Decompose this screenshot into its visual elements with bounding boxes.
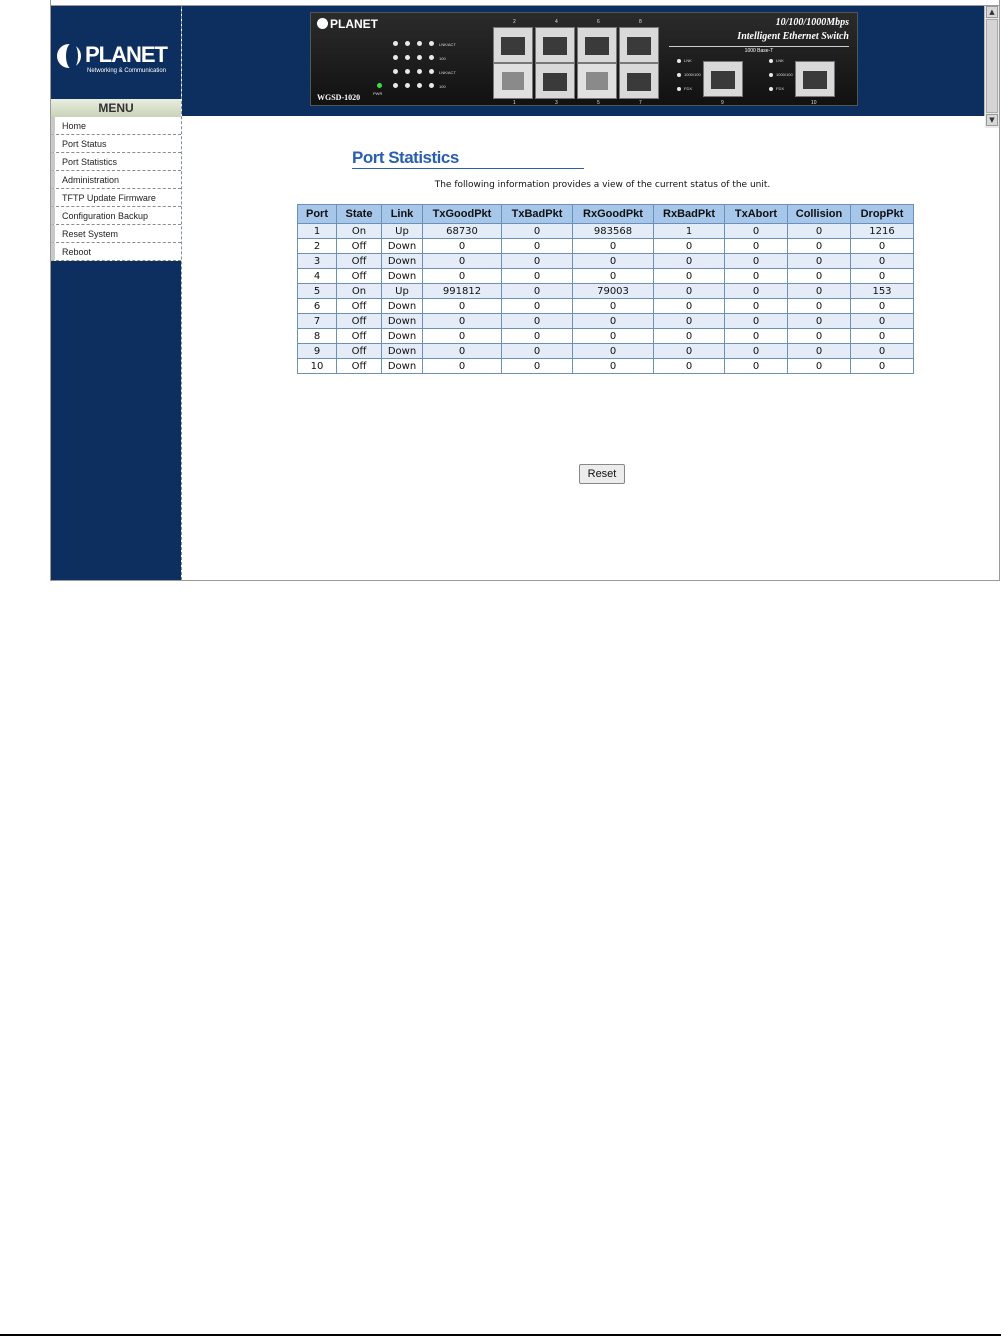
table-cell: 0: [502, 239, 573, 254]
table-cell: 6: [298, 299, 337, 314]
uplink-led: [677, 87, 681, 91]
port-number: 1: [513, 100, 516, 106]
menu-item-tftp-update-firmware[interactable]: TFTP Update Firmware: [51, 189, 181, 207]
planet-logo-icon: [57, 44, 81, 68]
table-cell: 79003: [573, 284, 654, 299]
table-cell: On: [337, 284, 382, 299]
table-cell: 68730: [423, 224, 502, 239]
power-led: [377, 83, 382, 88]
table-cell: 0: [573, 359, 654, 374]
table-row: [298, 314, 914, 329]
uplink-led: [769, 73, 773, 77]
uplink-led-label: FDX: [776, 86, 784, 91]
port-number: 7: [639, 100, 642, 106]
uplink-led: [677, 73, 681, 77]
port-number: 4: [555, 19, 558, 25]
table-cell: 0: [654, 269, 725, 284]
table-cell: Up: [382, 224, 423, 239]
uplink-led-label: LNK: [776, 58, 784, 63]
table-cell: 0: [654, 239, 725, 254]
table-cell: 0: [654, 254, 725, 269]
reset-button[interactable]: Reset: [579, 464, 625, 484]
port-statistics-table: [297, 204, 914, 374]
table-cell: 0: [725, 329, 788, 344]
table-cell: 0: [851, 239, 914, 254]
table-cell: 0: [788, 254, 851, 269]
rj45-port-icon: [577, 27, 617, 63]
led-indicator: [429, 41, 434, 46]
column-header: TxGoodPkt: [423, 205, 502, 224]
menu-item-administration[interactable]: Administration: [51, 171, 181, 189]
table-cell: 0: [851, 314, 914, 329]
port-number: 8: [639, 19, 642, 25]
led-indicator: [405, 41, 410, 46]
table-cell: 0: [851, 299, 914, 314]
led-indicator: [393, 55, 398, 60]
column-header: State: [337, 205, 382, 224]
pwr-label: PWR: [373, 91, 383, 96]
led-indicator: [405, 69, 410, 74]
table-cell: Down: [382, 344, 423, 359]
table-cell: 0: [573, 299, 654, 314]
table-cell: 0: [423, 254, 502, 269]
table-cell: 7: [298, 314, 337, 329]
menu-item-reset-system[interactable]: Reset System: [51, 225, 181, 243]
panel-brand-icon: [317, 18, 328, 29]
table-cell: Down: [382, 329, 423, 344]
table-cell: 0: [851, 269, 914, 284]
panel-brand-text: PLANET: [330, 17, 378, 31]
table-row: [298, 284, 914, 299]
column-header: RxBadPkt: [654, 205, 725, 224]
table-row: [298, 299, 914, 314]
table-cell: 0: [573, 239, 654, 254]
table-cell: 0: [423, 239, 502, 254]
table-cell: 0: [788, 359, 851, 374]
table-cell: 0: [788, 239, 851, 254]
rj45-port-icon: [619, 27, 659, 63]
table-cell: 0: [788, 344, 851, 359]
table-cell: Off: [337, 314, 382, 329]
table-row: [298, 359, 914, 374]
led-indicator: [405, 83, 410, 88]
column-header: RxGoodPkt: [573, 205, 654, 224]
table-cell: 0: [725, 239, 788, 254]
scroll-down-icon[interactable]: ▼: [986, 114, 998, 126]
table-row: [298, 344, 914, 359]
table-row: [298, 254, 914, 269]
sfp-port-icon: [577, 63, 617, 99]
scroll-up-icon[interactable]: ▲: [986, 6, 998, 18]
sfp-port-icon: [493, 63, 533, 99]
table-cell: Down: [382, 254, 423, 269]
header-banner: [182, 6, 985, 116]
table-cell: 0: [788, 299, 851, 314]
led-grid: [373, 41, 433, 101]
table-cell: 0: [725, 299, 788, 314]
table-cell: 0: [654, 344, 725, 359]
led-indicator: [405, 55, 410, 60]
table-cell: 2: [298, 239, 337, 254]
led-indicator: [417, 41, 422, 46]
rj45-port-icon: [535, 27, 575, 63]
table-cell: 0: [502, 254, 573, 269]
table-cell: 0: [788, 269, 851, 284]
panel-speed: 10/100/1000Mbps: [775, 17, 849, 28]
table-row: [298, 239, 914, 254]
table-cell: 0: [851, 329, 914, 344]
column-header: DropPkt: [851, 205, 914, 224]
table-cell: 0: [502, 359, 573, 374]
logo-word: PLANET: [85, 42, 167, 67]
table-cell: 0: [502, 299, 573, 314]
port-number: 6: [597, 19, 600, 25]
panel-base-label: 1000 Base-T: [669, 46, 849, 54]
main-content: [182, 116, 985, 580]
table-row: [298, 269, 914, 284]
table-cell: 0: [725, 224, 788, 239]
port-number: 3: [555, 100, 558, 106]
table-cell: 0: [725, 269, 788, 284]
uplink-led: [769, 59, 773, 63]
table-cell: 3: [298, 254, 337, 269]
uplink-led-label: LNK: [684, 58, 692, 63]
table-cell: 0: [788, 329, 851, 344]
switch-front-panel: [310, 12, 858, 106]
table-cell: On: [337, 224, 382, 239]
uplink-port-icon: [795, 61, 835, 97]
table-cell: Off: [337, 254, 382, 269]
led-label: LNK/ACT: [439, 42, 456, 47]
table-cell: Down: [382, 239, 423, 254]
table-cell: 0: [725, 254, 788, 269]
rj45-port-icon: [493, 27, 533, 63]
led-indicator: [393, 69, 398, 74]
led-indicator: [429, 69, 434, 74]
led-indicator: [429, 83, 434, 88]
rj45-port-icon: [535, 63, 575, 99]
table-cell: 153: [851, 284, 914, 299]
table-cell: 0: [423, 269, 502, 284]
table-cell: 0: [654, 299, 725, 314]
table-cell: Off: [337, 359, 382, 374]
vertical-scrollbar[interactable]: [984, 6, 999, 128]
uplink-led: [769, 87, 773, 91]
table-cell: 0: [423, 299, 502, 314]
table-cell: 0: [423, 329, 502, 344]
table-cell: 0: [502, 314, 573, 329]
planet-logo: [57, 42, 177, 78]
table-cell: Off: [337, 344, 382, 359]
table-cell: Down: [382, 314, 423, 329]
browser-frame: [50, 5, 1000, 581]
port-number: 5: [597, 100, 600, 106]
led-indicator: [393, 83, 398, 88]
table-cell: 0: [573, 314, 654, 329]
table-cell: 0: [654, 314, 725, 329]
table-cell: 0: [502, 329, 573, 344]
table-cell: 0: [851, 254, 914, 269]
uplink-led-label: 1000/100: [776, 72, 793, 77]
rj45-port-icon: [619, 63, 659, 99]
port-number: 9: [721, 100, 724, 106]
page-description: The following information provides a view of the current status of the unit.: [434, 180, 771, 190]
led-label: LNK/ACT: [439, 70, 456, 75]
uplink-led-label: FDX: [684, 86, 692, 91]
table-cell: 0: [654, 359, 725, 374]
led-indicator: [393, 41, 398, 46]
table-cell: 0: [788, 314, 851, 329]
column-header: TxBadPkt: [502, 205, 573, 224]
table-cell: 0: [502, 284, 573, 299]
led-indicator: [417, 55, 422, 60]
menu-item-home[interactable]: Home: [51, 117, 181, 135]
led-label: 100: [439, 56, 446, 61]
table-cell: 0: [423, 359, 502, 374]
table-cell: 0: [788, 224, 851, 239]
table-cell: Off: [337, 239, 382, 254]
column-header: Collision: [788, 205, 851, 224]
table-cell: 0: [725, 314, 788, 329]
menu-item-configuration-backup[interactable]: Configuration Backup: [51, 207, 181, 225]
table-row: [298, 224, 914, 239]
table-cell: 0: [725, 284, 788, 299]
menu-item-reboot[interactable]: Reboot: [51, 243, 181, 261]
table-cell: 0: [502, 269, 573, 284]
table-cell: 0: [851, 359, 914, 374]
table-cell: Down: [382, 359, 423, 374]
table-cell: 4: [298, 269, 337, 284]
port-number: 2: [513, 19, 516, 25]
table-cell: Down: [382, 299, 423, 314]
menu-list: [51, 117, 181, 261]
column-header: Port: [298, 205, 337, 224]
table-cell: 0: [502, 344, 573, 359]
led-label: 100: [439, 84, 446, 89]
table-cell: 0: [423, 314, 502, 329]
port-number: 10: [811, 100, 817, 106]
column-header: Link: [382, 205, 423, 224]
table-cell: 1: [654, 224, 725, 239]
table-cell: 0: [573, 329, 654, 344]
table-cell: 10: [298, 359, 337, 374]
table-cell: 991812: [423, 284, 502, 299]
uplink-port-icon: [703, 61, 743, 97]
table-cell: 0: [725, 344, 788, 359]
scrollbar-thumb[interactable]: [986, 19, 998, 113]
table-cell: Off: [337, 329, 382, 344]
table-header-row: [298, 205, 914, 224]
table-cell: 0: [788, 284, 851, 299]
table-cell: 0: [573, 254, 654, 269]
led-indicator: [417, 83, 422, 88]
table-cell: 5: [298, 284, 337, 299]
table-cell: 983568: [573, 224, 654, 239]
panel-brand: [317, 17, 378, 31]
table-cell: Off: [337, 269, 382, 284]
uplink-led-label: 1000/100: [684, 72, 701, 77]
sidebar: [51, 6, 181, 580]
led-indicator: [429, 55, 434, 60]
menu-title: MENU: [51, 99, 181, 117]
page-title: Port Statistics: [352, 148, 584, 169]
table-cell: 0: [573, 269, 654, 284]
panel-model: WGSD-1020: [317, 93, 361, 102]
table-cell: 8: [298, 329, 337, 344]
table-body: [298, 224, 914, 374]
table-cell: 9: [298, 344, 337, 359]
table-cell: 0: [851, 344, 914, 359]
table-cell: 0: [654, 284, 725, 299]
table-row: [298, 329, 914, 344]
led-indicator: [417, 69, 422, 74]
table-cell: Up: [382, 284, 423, 299]
table-cell: Off: [337, 299, 382, 314]
table-cell: 0: [654, 329, 725, 344]
table-cell: 0: [725, 359, 788, 374]
table-cell: 0: [573, 344, 654, 359]
table-cell: Down: [382, 269, 423, 284]
panel-type: Intelligent Ethernet Switch: [737, 31, 849, 42]
menu-item-port-statistics[interactable]: Port Statistics: [51, 153, 181, 171]
table-cell: 1: [298, 224, 337, 239]
uplink-led: [677, 59, 681, 63]
table-cell: 0: [423, 344, 502, 359]
table-cell: 0: [502, 224, 573, 239]
column-header: TxAbort: [725, 205, 788, 224]
menu-item-port-status[interactable]: Port Status: [51, 135, 181, 153]
logo-subtitle: Networking & Communication: [87, 68, 167, 74]
table-cell: 1216: [851, 224, 914, 239]
